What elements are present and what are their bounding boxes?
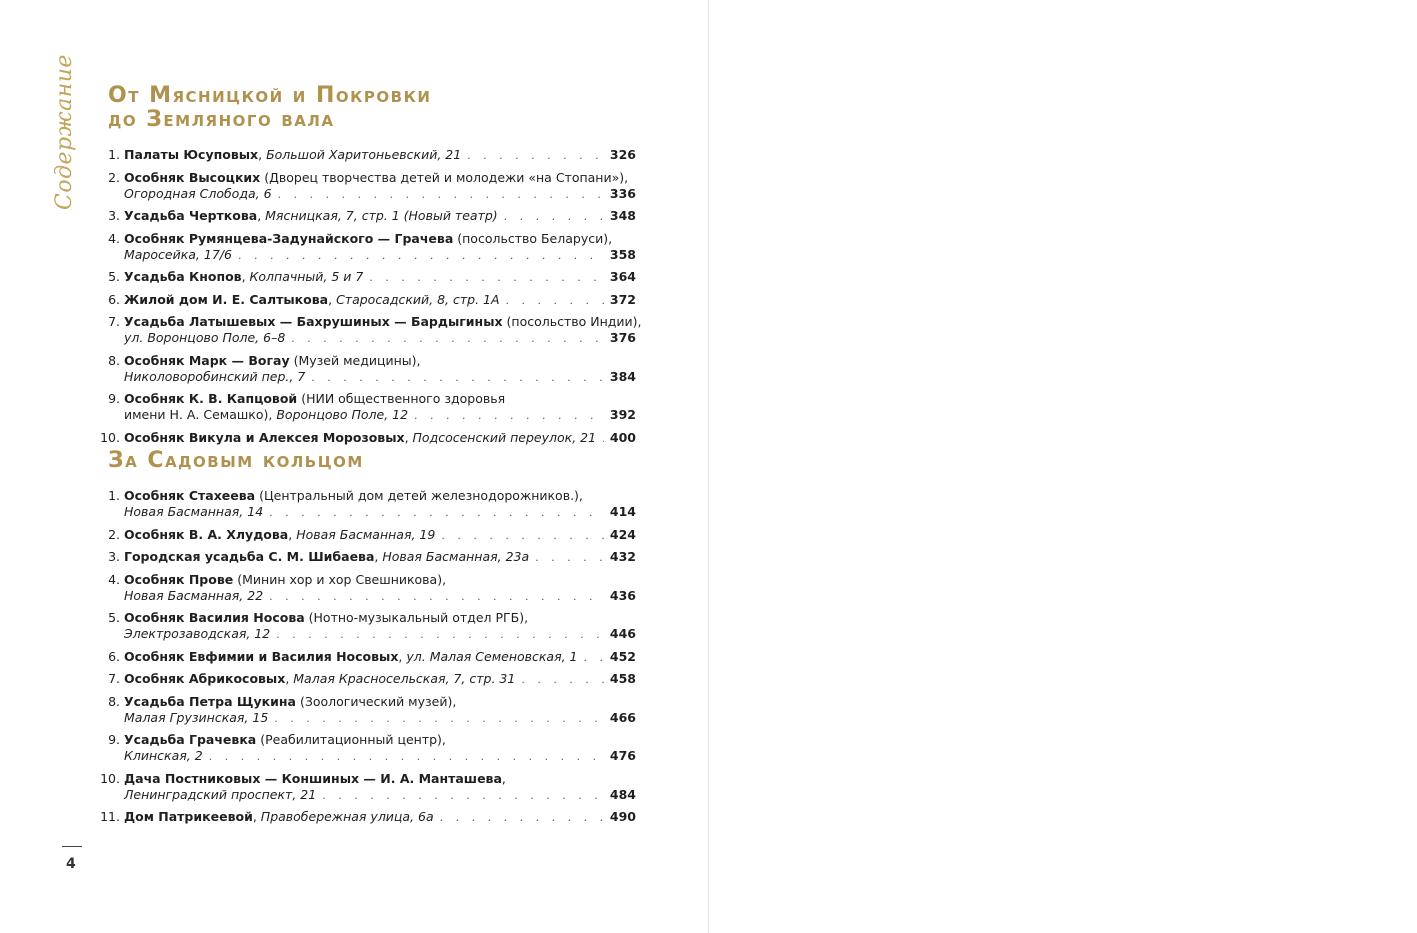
toc-entry-page: 436	[609, 587, 636, 603]
toc-entry[interactable]	[96, 208, 636, 225]
toc-entry-address: Новая Басманная, 19	[296, 526, 436, 542]
toc-leader-dots	[269, 589, 604, 605]
toc-entry-number: 11.	[100, 809, 120, 824]
toc-entry-page: 376	[609, 330, 636, 345]
toc-entry-number: 9.	[108, 732, 120, 747]
toc-entry-row	[124, 504, 636, 521]
toc-entry-first-line	[124, 694, 636, 710]
toc-entry-name: Усадьба Латышевых — Бахрушиных — Бардыгиных	[124, 314, 503, 329]
toc-leader-dots	[467, 148, 604, 164]
toc-leader-dots	[504, 209, 604, 225]
toc-leader-dots	[238, 248, 604, 264]
toc-entry-number: 1.	[108, 488, 120, 503]
toc-entry-name: Городская усадьба С. М. Шибаева	[124, 549, 375, 564]
toc-leader-dots	[414, 408, 604, 424]
toc-entry-number: 2.	[108, 526, 120, 542]
toc-entry-row-text	[124, 407, 408, 423]
toc-entry-body	[124, 430, 636, 447]
toc-entry-row-text	[124, 588, 263, 604]
toc-entry-page: 490	[609, 809, 636, 824]
toc-entry-page: 424	[609, 526, 636, 542]
toc-entry-row-text	[124, 787, 316, 803]
toc-entry-row-text: Особняк Викула и Алексея Морозовых, Подсосенский переулок, 21	[124, 429, 597, 445]
toc-entry[interactable]	[96, 809, 636, 826]
toc-entry-note: (НИИ общественного здоровья	[301, 391, 506, 406]
toc-entry-address: ул. Малая Семеновская, 1	[406, 648, 578, 664]
section-title-line: За Садовым кольцом	[108, 448, 364, 473]
toc-entry-page: 364	[609, 269, 636, 284]
toc-entry-page: 458	[609, 671, 636, 686]
toc-entry-row	[124, 748, 636, 765]
toc-entry-number: 3.	[108, 208, 120, 223]
toc-entry-row-text: Дом Патрикеевой, Правобережная улица, 6а	[124, 809, 434, 824]
toc-leader-dots	[602, 431, 604, 447]
toc-entry-note: (посольство Индии),	[506, 314, 642, 329]
toc-entry-page: 400	[609, 429, 636, 445]
toc-entry-number: 1.	[108, 147, 120, 162]
toc-entry-page: 432	[609, 549, 636, 564]
section-title-line: От Мясницкой и Покровки	[108, 83, 432, 108]
toc-entry-first-line	[124, 314, 642, 330]
toc-entry-body	[124, 208, 636, 225]
toc-entry-address: Клинская, 2	[124, 748, 203, 763]
toc-entry-number: 10.	[100, 429, 120, 445]
toc-entry-row-text	[124, 504, 263, 520]
toc-leader-dots	[440, 810, 604, 826]
toc-entry[interactable]	[96, 170, 636, 203]
toc-entry-number: 5.	[108, 610, 120, 625]
toc-entry-note: (Нотно-музыкальный отдел РГБ),	[308, 610, 529, 625]
toc-entry-number: 7.	[108, 671, 120, 686]
toc-entry-name: Особняк Высоцких	[124, 169, 261, 185]
toc-entry-page: 336	[609, 185, 636, 201]
toc-entry-body	[124, 147, 636, 164]
toc-entry-body	[124, 353, 636, 386]
toc-entry-row-text	[124, 626, 270, 642]
toc-leader-dots	[276, 627, 604, 643]
toc-entry[interactable]	[96, 549, 636, 566]
toc-entry-row	[124, 710, 636, 727]
toc-entry-name: Дача Постниковых — Коншиных — И. А. Манташева	[124, 770, 502, 786]
page-number: 4	[66, 856, 76, 872]
section-title	[108, 449, 364, 473]
toc-entry[interactable]	[96, 269, 636, 286]
toc-entry-first-line	[124, 572, 636, 588]
toc-leader-dots	[209, 749, 604, 765]
toc-entry-page: 372	[609, 291, 636, 307]
toc-entry-number: 7.	[108, 314, 120, 329]
toc-entry-name: Особняк Прове	[124, 571, 234, 587]
toc-entry-number: 8.	[108, 352, 120, 368]
toc-entry-body	[124, 292, 636, 309]
toc-entry-number: 9.	[108, 391, 120, 406]
toc-leader-dots	[506, 293, 604, 309]
toc-entry-page: 392	[609, 407, 636, 422]
toc-entry-body	[124, 694, 636, 727]
toc-entry-row-text	[124, 186, 272, 202]
toc-entry-row-text	[124, 369, 305, 385]
toc-entry-name: Особняк К. В. Капцовой	[124, 391, 298, 406]
toc-entry[interactable]	[96, 430, 636, 447]
section-title	[108, 84, 431, 132]
toc-entry-address: Большой Харитоньевский, 21	[266, 147, 462, 162]
toc-entry-row	[124, 430, 636, 447]
toc-entry[interactable]	[96, 292, 636, 309]
toc-list	[96, 488, 636, 832]
toc-entry-address: Новая Басманная, 22	[124, 587, 264, 603]
toc-entry-row	[124, 369, 636, 386]
toc-entry-first-line	[124, 488, 636, 504]
toc-entry-page: 414	[609, 504, 636, 519]
toc-entry-name: Усадьба Черткова	[124, 208, 258, 223]
toc-entry-row	[124, 549, 636, 566]
toc-leader-dots	[369, 270, 604, 286]
toc-entry-number: 2.	[108, 169, 120, 185]
toc-entry-row-text: Особняк Абрикосовых, Малая Красносельская, 7, стр. 31	[124, 671, 516, 686]
toc-entry[interactable]	[96, 771, 636, 804]
toc-entry-address: Электрозаводская, 12	[124, 626, 271, 641]
toc-entry-number: 5.	[108, 269, 120, 284]
toc-entry-row	[124, 147, 636, 164]
toc-leader-dots	[521, 672, 604, 688]
toc-entry-body	[124, 809, 636, 826]
toc-entry-address: Огородная Слобода, 6	[124, 185, 272, 201]
toc-entry-row	[124, 407, 636, 424]
toc-entry-name: Жилой дом И. Е. Салтыкова	[124, 291, 329, 307]
toc-entry-first-line	[124, 391, 636, 407]
toc-entry-name: Палаты Юсуповых	[124, 147, 259, 162]
toc-entry-address: Николоворобинский пер., 7	[124, 368, 306, 384]
toc-entry-page: 384	[609, 368, 636, 384]
toc-entry-body	[124, 732, 636, 765]
toc-entry-page: 452	[609, 648, 636, 664]
toc-entry-page: 358	[609, 246, 636, 262]
toc-entry-name: Особняк Евфимии и Василия Носовых	[124, 648, 399, 664]
toc-entry-row-text	[124, 748, 203, 764]
toc-entry[interactable]	[96, 314, 642, 347]
toc-entry[interactable]	[96, 353, 636, 386]
toc-entry-number: 3.	[108, 549, 120, 564]
toc-entry-body	[124, 771, 636, 804]
toc-entry-address: Старосадский, 8, стр. 1А	[336, 291, 500, 307]
toc-entry-row	[124, 527, 636, 544]
toc-leader-dots	[441, 528, 604, 544]
toc-leader-dots	[274, 711, 604, 727]
toc-entry[interactable]	[96, 649, 636, 666]
toc-leader-dots	[269, 505, 604, 521]
toc-entry-first-line	[124, 170, 636, 186]
toc-entry-address: Новая Басманная, 14	[124, 504, 264, 519]
toc-entry-row	[124, 787, 636, 804]
toc-list	[96, 147, 642, 452]
toc-entry-name: Усадьба Петра Щукина	[124, 693, 296, 709]
toc-entry-first-line	[124, 353, 636, 369]
toc-entry-address: Новая Басманная, 23а	[382, 549, 530, 564]
toc-entry-row	[124, 649, 636, 666]
toc-entry-note: (Зоологический музей),	[299, 693, 457, 709]
toc-entry-name: Особняк Василия Носова	[124, 610, 305, 625]
toc-entry-row	[124, 186, 636, 203]
toc-entry-body	[124, 391, 636, 424]
toc-entry-address: Подсосенский переулок, 21	[412, 429, 597, 445]
toc-entry-page: 348	[609, 208, 636, 223]
toc-entry[interactable]	[96, 671, 636, 688]
toc-entry-number: 10.	[100, 770, 120, 786]
toc-entry-number: 6.	[108, 291, 120, 307]
toc-entry-address: Правобережная улица, 6а	[260, 809, 434, 824]
toc-entry-body	[124, 231, 636, 264]
toc-entry-first-line	[124, 610, 636, 626]
toc-entry[interactable]	[96, 610, 636, 643]
toc-entry[interactable]	[96, 732, 636, 765]
toc-entry-page: 466	[609, 709, 636, 725]
toc-entry-row	[124, 292, 636, 309]
toc-entry-address: Мясницкая, 7, стр. 1 (Новый театр)	[265, 208, 498, 223]
toc-entry-row	[124, 671, 636, 688]
toc-entry-number: 8.	[108, 693, 120, 709]
toc-entry-row-text	[124, 247, 232, 263]
toc-entry-body	[124, 671, 636, 688]
toc-entry-body	[124, 649, 636, 666]
toc-entry-page: 476	[609, 748, 636, 763]
toc-entry-name: Особняк Румянцева-Задунайского — Грачева	[124, 230, 454, 246]
toc-entry-name: Особняк Марк — Вогау	[124, 352, 290, 368]
toc-entry[interactable]	[96, 488, 636, 521]
toc-entry-row	[124, 588, 636, 605]
toc-entry-row-text	[124, 710, 268, 726]
toc-entry-name: Особняк Викула и Алексея Морозовых	[124, 429, 405, 445]
toc-entry-number: 4.	[108, 230, 120, 246]
toc-entry-row-text: Особняк Евфимии и Василия Носовых, ул. Малая Семеновская, 1	[124, 648, 578, 664]
toc-entry-address: Воронцово Поле, 12	[276, 407, 409, 422]
toc-entry-row-text	[124, 330, 285, 346]
toc-entry-row-text: Особняк В. А. Хлудова, Новая Басманная, 19	[124, 526, 436, 542]
toc-entry-first-line	[124, 732, 636, 748]
contents-side-label	[52, 54, 86, 210]
toc-entry-address: Маросейка, 17/6	[124, 246, 232, 262]
toc-entry-row	[124, 626, 636, 643]
toc-entry-address: Малая Красносельская, 7, стр. 31	[293, 671, 516, 686]
toc-entry-row-text: Жилой дом И. Е. Салтыкова, Старосадский, 8, стр. 1А	[124, 291, 500, 307]
toc-leader-dots	[584, 650, 604, 666]
toc-entry-body	[124, 527, 636, 544]
toc-entry-page: 326	[609, 147, 636, 162]
toc-entry-note: (Дворец творчества детей и молодежи «на Стопани»),	[264, 169, 629, 185]
toc-entry-row	[124, 247, 636, 264]
toc-entry-note: имени Н. А. Семашко),	[124, 407, 273, 422]
toc-entry-note: (Центральный дом детей железнодорожников.),	[259, 488, 583, 503]
toc-entry-name: Усадьба Кнопов	[124, 269, 242, 284]
toc-entry[interactable]	[96, 147, 636, 164]
toc-leader-dots	[278, 187, 604, 203]
toc-entry-note: (Реабилитационный центр),	[260, 732, 446, 747]
toc-entry-note: (посольство Беларуси),	[457, 230, 613, 246]
contents-side-label-text: Содержание	[52, 54, 77, 210]
toc-entry-page: 446	[609, 626, 636, 641]
toc-entry-row-text: Палаты Юсуповых, Большой Харитоньевский, 21	[124, 147, 462, 162]
toc-entry-body	[124, 549, 636, 566]
toc-entry-body	[124, 269, 636, 286]
toc-entry-note: (Минин хор и хор Свешникова),	[237, 571, 447, 587]
toc-entry-body	[124, 610, 636, 643]
toc-entry-row	[124, 330, 636, 347]
toc-entry-body	[124, 170, 636, 203]
toc-entry-name: Усадьба Грачевка	[124, 732, 257, 747]
toc-entry-row	[124, 269, 636, 286]
page-number-rule	[62, 846, 82, 847]
toc-entry-address: Колпачный, 5 и 7	[249, 269, 364, 284]
toc-leader-dots	[322, 788, 604, 804]
toc-entry-address: Ленинградский проспект, 21	[124, 786, 317, 802]
toc-leader-dots	[291, 331, 604, 347]
toc-entry-name: Особняк В. А. Хлудова	[124, 526, 289, 542]
toc-entry-name: Особняк Абрикосовых	[124, 671, 286, 686]
toc-entry-note: (Музей медицины),	[293, 352, 421, 368]
toc-entry-first-line	[124, 771, 636, 787]
toc-entry-row	[124, 809, 636, 826]
toc-entry-name: Дом Патрикеевой	[124, 809, 253, 824]
toc-entry-row-text: Усадьба Черткова, Мясницкая, 7, стр. 1 (Новый театр)	[124, 208, 498, 223]
toc-entry-address: Малая Грузинская, 15	[124, 709, 269, 725]
toc-entry-body	[124, 488, 636, 521]
toc-entry-body	[124, 314, 642, 347]
toc-entry-row	[124, 208, 636, 225]
toc-entry-first-line	[124, 231, 636, 247]
toc-entry-page: 484	[609, 786, 636, 802]
blank-right-page	[709, 0, 1417, 933]
toc-entry-row-text: Усадьба Кнопов, Колпачный, 5 и 7	[124, 269, 364, 284]
toc-entry[interactable]	[96, 391, 636, 424]
section-title-line: до Земляного вала	[108, 107, 335, 132]
toc-entry-number: 6.	[108, 648, 120, 664]
toc-leader-dots	[535, 550, 604, 566]
toc-entry-address: ул. Воронцово Поле, 6–8	[124, 330, 286, 345]
toc-entry-name: Особняк Стахеева	[124, 488, 256, 503]
toc-entry-body	[124, 572, 636, 605]
toc-entry[interactable]	[96, 527, 636, 544]
toc-leader-dots	[311, 370, 604, 386]
toc-entry-number: 4.	[108, 571, 120, 587]
toc-entry-row-text: Городская усадьба С. М. Шибаева, Новая Басманная, 23а	[124, 549, 530, 564]
toc-entry[interactable]	[96, 694, 636, 727]
toc-entry[interactable]	[96, 572, 636, 605]
toc-entry-note: ,	[501, 770, 506, 786]
toc-entry[interactable]	[96, 231, 636, 264]
